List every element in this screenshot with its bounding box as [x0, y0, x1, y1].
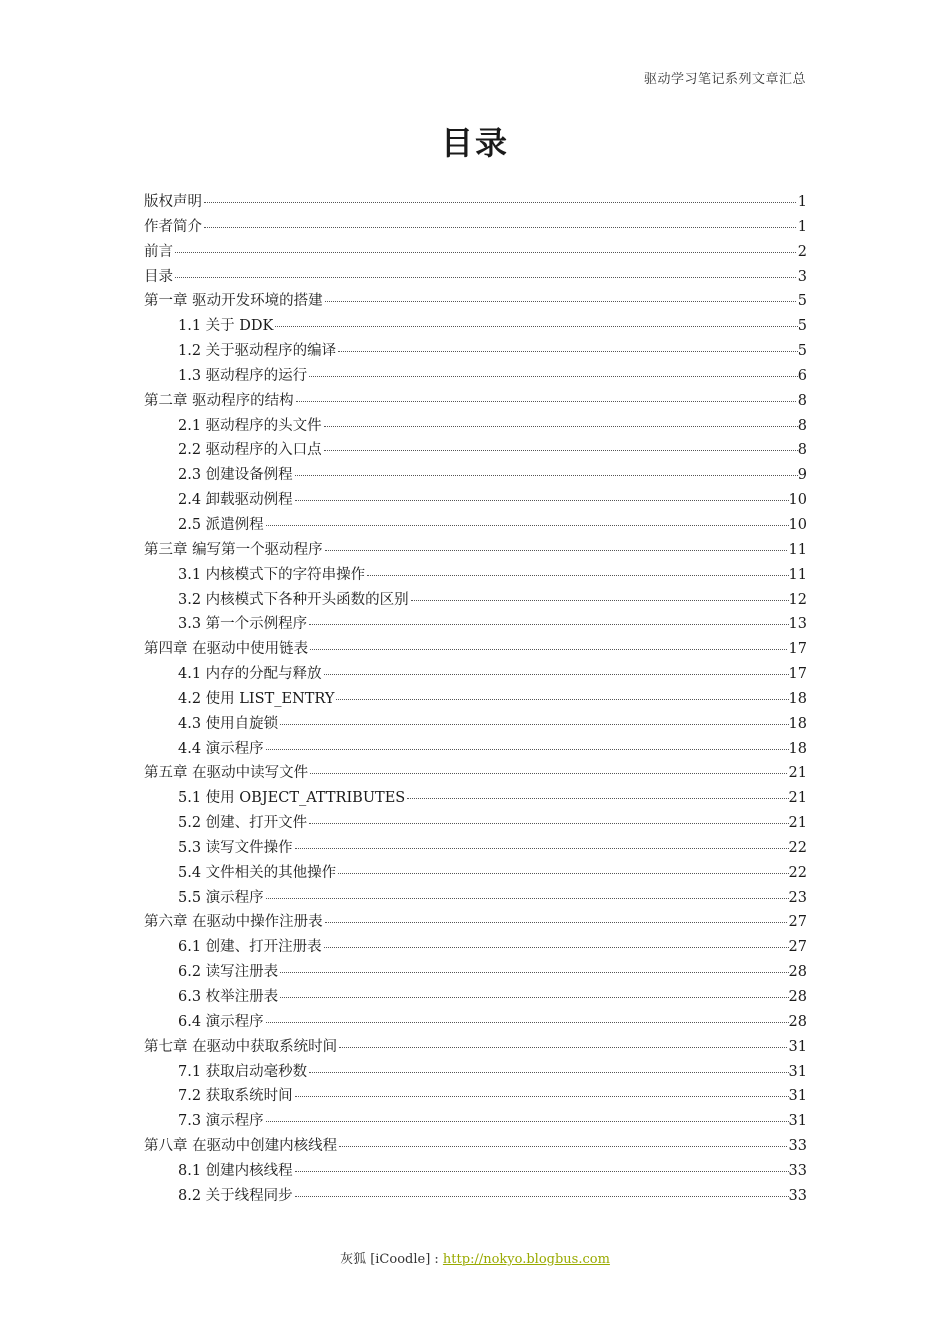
toc-entry-title: 版权声明: [144, 194, 202, 210]
toc-dot-leader: [295, 848, 789, 849]
toc-entry-page-number: 21: [788, 765, 807, 782]
toc-entry-page-number: 28: [788, 964, 807, 981]
toc-entry[interactable]: [144, 1060, 807, 1085]
toc-entry-title: 第三章 编写第一个驱动程序: [144, 541, 323, 558]
toc-entry[interactable]: [144, 389, 807, 414]
toc-dot-leader: [295, 1096, 789, 1097]
toc-entry[interactable]: [144, 1159, 807, 1184]
toc-entry-page-number: 17: [788, 666, 807, 683]
toc-entry-title: 4.3 使用自旋锁: [178, 715, 279, 732]
toc-entry-page-number: 10: [788, 516, 807, 533]
toc-entry[interactable]: [144, 910, 807, 935]
toc-entry-title: 第一章 驱动开发环境的搭建: [144, 293, 323, 310]
toc-entry-page-number: 21: [788, 790, 807, 807]
toc-entry-page-number: 3: [797, 268, 807, 285]
toc-entry[interactable]: [144, 712, 807, 737]
toc-entry[interactable]: [144, 637, 807, 662]
toc-entry-page-number: 1: [797, 194, 807, 210]
toc-entry-page-number: 33: [788, 1187, 807, 1204]
toc-entry-title: 第八章 在驱动中创建内核线程: [144, 1138, 338, 1155]
toc-dot-leader: [367, 575, 788, 576]
toc-entry-title: 6.3 枚举注册表: [178, 989, 279, 1005]
toc-entry-page-number: 13: [788, 616, 807, 633]
toc-entry[interactable]: [144, 1010, 807, 1035]
toc-entry-title: 2.3 创建设备例程: [178, 467, 293, 484]
toc-entry-page-number: 22: [788, 864, 807, 881]
toc-entry[interactable]: [144, 1084, 807, 1109]
page-title: 目录: [440, 124, 509, 162]
toc-dot-leader: [266, 1121, 789, 1122]
toc-dot-leader: [309, 823, 788, 824]
toc-entry-title: 1.1 关于 DDK: [178, 318, 274, 335]
toc-entry[interactable]: [144, 240, 807, 265]
toc-dot-leader: [204, 227, 796, 228]
toc-entry[interactable]: [144, 538, 807, 563]
toc-entry-page-number: 21: [788, 815, 807, 832]
toc-dot-leader: [280, 997, 788, 998]
toc-dot-leader: [295, 475, 798, 476]
running-header: 驱动学习笔记系列文章汇总: [643, 72, 806, 87]
footer-author: 灰狐 [iCoodle] :: [340, 1252, 443, 1267]
toc-entry-title: 4.1 内存的分配与释放: [178, 666, 322, 683]
toc-dot-leader: [275, 326, 797, 327]
toc-entry[interactable]: [144, 289, 807, 314]
toc-dot-leader: [324, 426, 798, 427]
toc-entry-title: 6.2 读写注册表: [178, 964, 279, 981]
toc-entry-page-number: 8: [797, 417, 807, 434]
toc-entry-page-number: 6: [797, 367, 807, 384]
toc-entry[interactable]: [144, 438, 807, 463]
toc-dot-leader: [339, 1047, 786, 1048]
toc-entry-page-number: 18: [788, 690, 807, 707]
toc-dot-leader: [324, 450, 798, 451]
toc-entry-page-number: 27: [788, 939, 807, 956]
toc-entry-page-number: 1: [797, 218, 807, 235]
toc-entry-title: 1.3 驱动程序的运行: [178, 367, 308, 384]
toc-entry-page-number: 28: [788, 1013, 807, 1030]
toc-entry-title: 3.2 内核模式下各种开头函数的区别: [178, 591, 409, 608]
toc-dot-leader: [266, 749, 789, 750]
toc-entry-page-number: 5: [797, 343, 807, 360]
toc-entry[interactable]: [144, 836, 807, 861]
toc-dot-leader: [310, 649, 786, 650]
toc-dot-leader: [295, 1171, 789, 1172]
toc-entry-title: 7.1 获取启动毫秒数: [178, 1063, 308, 1080]
toc-entry-title: 4.4 演示程序: [178, 740, 264, 757]
toc-dot-leader: [309, 1072, 788, 1073]
toc-entry-title: 第七章 在驱动中获取系统时间: [144, 1038, 338, 1055]
toc-entry-title: 第四章 在驱动中使用链表: [144, 641, 309, 658]
toc-entry-title: 第六章 在驱动中操作注册表: [144, 914, 323, 931]
toc-entry[interactable]: [144, 886, 807, 911]
table-of-contents: [144, 190, 807, 1209]
toc-entry[interactable]: [144, 985, 807, 1010]
toc-entry-page-number: 2: [797, 243, 807, 260]
toc-entry-title: 2.5 派遣例程: [178, 516, 264, 533]
toc-entry[interactable]: [144, 786, 807, 811]
toc-entry-page-number: 22: [788, 839, 807, 856]
toc-dot-leader: [325, 301, 796, 302]
toc-dot-leader: [309, 376, 798, 377]
toc-dot-leader: [280, 724, 788, 725]
toc-entry-title: 8.2 关于线程同步: [178, 1187, 293, 1204]
footer-link[interactable]: http://nokyo.blogbus.com: [442, 1252, 610, 1267]
toc-entry-title: 3.1 内核模式下的字符串操作: [178, 566, 366, 583]
toc-entry-title: 1.2 关于驱动程序的编译: [178, 343, 337, 360]
toc-entry[interactable]: [144, 364, 807, 389]
toc-entry[interactable]: [144, 687, 807, 712]
toc-dot-leader: [336, 699, 788, 700]
toc-entry-title: 2.2 驱动程序的入口点: [178, 442, 322, 459]
toc-dot-leader: [325, 550, 787, 551]
toc-dot-leader: [280, 972, 788, 973]
toc-entry-page-number: 23: [788, 889, 807, 906]
toc-entry-title: 第五章 在驱动中读写文件: [144, 765, 309, 782]
toc-entry-page-number: 5: [797, 318, 807, 335]
toc-entry-page-number: 17: [788, 641, 807, 658]
toc-entry[interactable]: [144, 960, 807, 985]
toc-entry-title: 2.4 卸载驱动例程: [178, 492, 293, 509]
toc-entry-title: 5.5 演示程序: [178, 889, 264, 906]
toc-entry-title: 7.2 获取系统时间: [178, 1088, 293, 1105]
toc-entry[interactable]: [144, 488, 807, 513]
toc-entry-page-number: 8: [797, 442, 807, 459]
toc-entry-page-number: 11: [788, 541, 807, 558]
toc-entry[interactable]: [144, 935, 807, 960]
toc-entry-title: 5.1 使用 OBJECT_ATTRIBUTES: [178, 790, 406, 807]
toc-entry[interactable]: [144, 563, 807, 588]
toc-entry-page-number: 31: [788, 1063, 807, 1080]
toc-entry-title: 目录: [144, 268, 173, 285]
toc-entry[interactable]: [144, 737, 807, 762]
page-footer: [0, 1248, 950, 1267]
toc-dot-leader: [175, 277, 796, 278]
toc-dot-leader: [204, 202, 796, 203]
toc-entry-page-number: 31: [788, 1113, 807, 1130]
toc-dot-leader: [324, 674, 789, 675]
toc-entry-title: 4.2 使用 LIST_ENTRY: [178, 690, 335, 707]
toc-entry-page-number: 5: [797, 293, 807, 310]
toc-entry-title: 5.2 创建、打开文件: [178, 815, 308, 832]
toc-dot-leader: [266, 1022, 789, 1023]
toc-entry-title: 6.1 创建、打开注册表: [178, 939, 322, 956]
toc-entry[interactable]: [144, 1184, 807, 1209]
toc-dot-leader: [310, 773, 786, 774]
toc-entry[interactable]: [144, 588, 807, 613]
toc-entry-page-number: 33: [788, 1138, 807, 1155]
toc-dot-leader: [407, 798, 788, 799]
toc-dot-leader: [175, 252, 796, 253]
toc-entry[interactable]: [144, 612, 807, 637]
toc-entry-title: 2.1 驱动程序的头文件: [178, 417, 322, 434]
toc-entry-title: 前言: [144, 243, 173, 260]
toc-entry[interactable]: [144, 414, 807, 439]
toc-entry-page-number: 10: [788, 492, 807, 509]
toc-dot-leader: [266, 525, 789, 526]
toc-entry-page-number: 12: [788, 591, 807, 608]
toc-dot-leader: [338, 351, 798, 352]
toc-entry-title: 5.3 读写文件操作: [178, 839, 293, 856]
toc-entry[interactable]: [144, 811, 807, 836]
toc-entry[interactable]: [144, 190, 807, 215]
toc-entry-page-number: 11: [788, 566, 807, 583]
toc-dot-leader: [295, 1196, 789, 1197]
toc-dot-leader: [296, 401, 796, 402]
toc-entry[interactable]: [144, 314, 807, 339]
toc-entry[interactable]: [144, 1035, 807, 1060]
toc-entry[interactable]: [144, 339, 807, 364]
toc-entry[interactable]: [144, 513, 807, 538]
toc-entry-page-number: 18: [788, 740, 807, 757]
toc-entry-title: 7.3 演示程序: [178, 1113, 264, 1130]
toc-entry-title: 第二章 驱动程序的结构: [144, 392, 294, 409]
toc-entry-title: 5.4 文件相关的其他操作: [178, 864, 337, 881]
toc-entry-page-number: 9: [797, 467, 807, 484]
toc-entry[interactable]: [144, 265, 807, 290]
toc-entry-page-number: 27: [788, 914, 807, 931]
toc-entry[interactable]: [144, 1134, 807, 1159]
toc-entry-page-number: 31: [788, 1038, 807, 1055]
toc-entry-page-number: 8: [797, 392, 807, 409]
toc-entry[interactable]: [144, 463, 807, 488]
toc-entry[interactable]: [144, 1109, 807, 1134]
toc-entry[interactable]: [144, 662, 807, 687]
toc-entry-page-number: 31: [788, 1088, 807, 1105]
toc-dot-leader: [309, 624, 788, 625]
toc-dot-leader: [324, 947, 789, 948]
toc-dot-leader: [338, 873, 788, 874]
toc-entry[interactable]: [144, 215, 807, 240]
toc-entry-title: 6.4 演示程序: [178, 1013, 264, 1030]
toc-entry-title: 8.1 创建内核线程: [178, 1162, 293, 1179]
toc-entry[interactable]: [144, 761, 807, 786]
toc-entry[interactable]: [144, 861, 807, 886]
toc-dot-leader: [266, 898, 789, 899]
toc-entry-title: 3.3 第一个示例程序: [178, 616, 308, 633]
toc-entry-title: 作者简介: [144, 218, 202, 235]
toc-dot-leader: [339, 1146, 786, 1147]
toc-entry-page-number: 33: [788, 1162, 807, 1179]
toc-dot-leader: [325, 922, 787, 923]
toc-entry-page-number: 28: [788, 989, 807, 1005]
toc-dot-leader: [295, 500, 789, 501]
toc-dot-leader: [411, 600, 789, 601]
toc-entry-page-number: 18: [788, 715, 807, 732]
